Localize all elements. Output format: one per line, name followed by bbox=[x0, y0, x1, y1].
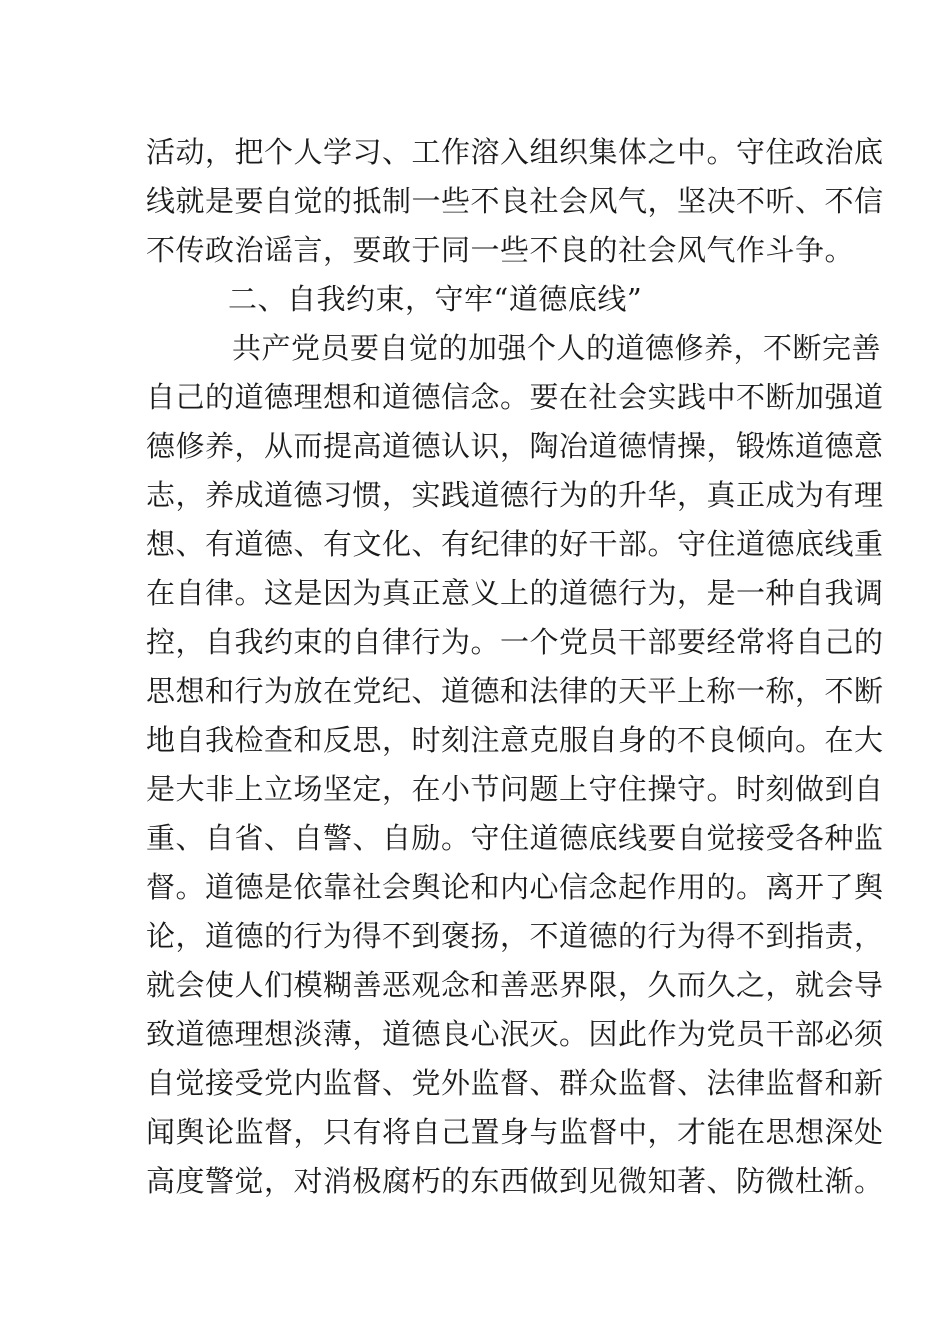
text-line: 活动，把个人学习、工作溶入组织集体之中。守住政治底 bbox=[146, 135, 884, 169]
text-line: 是大非上立场坚定，在小节问题上守住操守。时刻做到自 bbox=[146, 772, 884, 806]
text-line: 督。道德是依靠社会舆论和内心信念起作用的。离开了舆 bbox=[146, 870, 884, 904]
text-line: 想、有道德、有文化、有纪律的好干部。守住道德底线重 bbox=[146, 527, 884, 561]
text-line: 德修养，从而提高道德认识，陶冶道德情操，锻炼道德意 bbox=[146, 429, 884, 463]
text-line: 自己的道德理想和道德信念。要在社会实践中不断加强道 bbox=[146, 380, 884, 414]
paragraph-first-line: 共产党员要自觉的加强个人的道德修养，不断完善 bbox=[232, 331, 882, 365]
text-line: 论，道德的行为得不到褒扬，不道德的行为得不到指责， bbox=[146, 919, 884, 953]
text-line: 线就是要自觉的抵制一些不良社会风气，坚决不听、不信 bbox=[146, 184, 884, 218]
section-heading: 二、自我约束，守牢“道德底线” bbox=[228, 282, 643, 316]
text-line: 重、自省、自警、自励。守住道德底线要自觉接受各种监 bbox=[146, 821, 884, 855]
text-line: 闻舆论监督，只有将自己置身与监督中，才能在思想深处 bbox=[146, 1115, 884, 1149]
text-line: 在自律。这是因为真正意义上的道德行为，是一种自我调 bbox=[146, 576, 884, 610]
text-line: 控，自我约束的自律行为。一个党员干部要经常将自己的 bbox=[146, 625, 884, 659]
text-line: 不传政治谣言，要敢于同一些不良的社会风气作斗争。 bbox=[146, 233, 855, 267]
text-line: 思想和行为放在党纪、道德和法律的天平上称一称，不断 bbox=[146, 674, 884, 708]
text-line: 致道德理想淡薄，道德良心泯灭。因此作为党员干部必须 bbox=[146, 1017, 884, 1051]
text-line: 志，养成道德习惯，实践道德行为的升华，真正成为有理 bbox=[146, 478, 884, 512]
text-line: 地自我检查和反思，时刻注意克服自身的不良倾向。在大 bbox=[146, 723, 884, 757]
text-line: 就会使人们模糊善恶观念和善恶界限，久而久之，就会导 bbox=[146, 968, 884, 1002]
text-line: 自觉接受党内监督、党外监督、群众监督、法律监督和新 bbox=[146, 1066, 884, 1100]
text-line: 高度警觉，对消极腐朽的东西做到见微知著、防微杜渐。 bbox=[146, 1164, 884, 1198]
document-body bbox=[146, 128, 884, 1206]
